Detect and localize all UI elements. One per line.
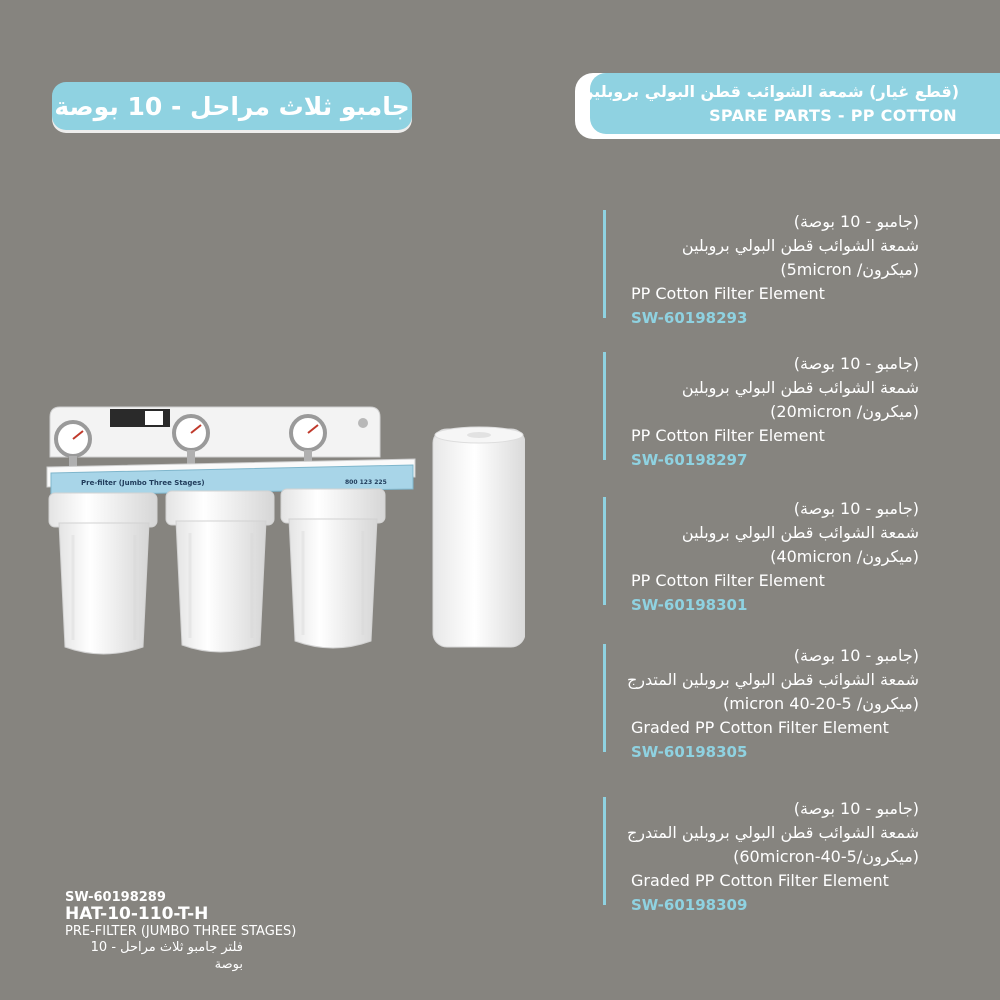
spec-code: SW-60198297	[631, 451, 748, 469]
spec-name-en: PP Cotton Filter Element	[631, 571, 825, 590]
product-description-en: PRE-FILTER (JUMBO THREE STAGES)	[65, 924, 297, 939]
title-badge-text: جامبو ثلاث مراحل - 10 بوصة	[54, 91, 410, 121]
spec-item-5-micron	[603, 210, 983, 327]
title-badge	[52, 82, 412, 130]
product-code: SW-60198289	[65, 890, 166, 905]
wall-bracket	[50, 407, 380, 457]
spec-divider	[603, 352, 606, 460]
spare-parts-header	[575, 73, 1000, 139]
spec-code: SW-60198309	[631, 896, 748, 914]
product-illustration	[45, 395, 525, 680]
product-info	[65, 890, 345, 973]
spare-parts-title-en: SPARE PARTS - PP COTTON	[709, 106, 957, 125]
product-description-ar: فلتر جامبو ثلاث مراحل - 10 بوصة	[90, 940, 243, 972]
spec-micron: (ميكرون/ 20micron)	[770, 402, 919, 421]
spec-size-ar: (جامبو - 10 بوصة)	[793, 499, 919, 518]
spec-divider	[603, 497, 606, 605]
product-label-phone: 800 123 225	[345, 479, 387, 486]
spare-parts-title-ar: (قطع غيار) شمعة الشوائب قطن البولي بروبلين	[579, 82, 959, 101]
spec-micron: (ميكرون/5-40-60micron)	[733, 847, 919, 866]
spec-size-ar: (جامبو - 10 بوصة)	[793, 799, 919, 818]
spec-size-ar: (جامبو - 10 بوصة)	[793, 354, 919, 373]
spec-micron: (ميكرون/ 40micron)	[770, 547, 919, 566]
spec-name-ar: شمعة الشوائب قطن البولي بروبلين	[681, 236, 919, 255]
spec-item-graded-5-40-60	[603, 797, 983, 914]
spec-size-ar: (جامبو - 10 بوصة)	[793, 212, 919, 231]
product-model: HAT-10-110-T-H	[65, 904, 209, 924]
spec-name-en: Graded PP Cotton Filter Element	[631, 871, 889, 890]
spec-code: SW-60198305	[631, 743, 748, 761]
spec-divider	[603, 797, 606, 905]
spec-item-20-micron	[603, 352, 983, 469]
spec-code: SW-60198293	[631, 309, 748, 327]
filter-housing	[166, 491, 274, 652]
spec-name-en: PP Cotton Filter Element	[631, 426, 825, 445]
spec-divider	[603, 210, 606, 318]
spec-name-ar: شمعة الشوائب قطن البولي بروبلين	[681, 378, 919, 397]
spec-name-en: Graded PP Cotton Filter Element	[631, 718, 889, 737]
filter-housing	[49, 493, 157, 654]
spec-size-ar: (جامبو - 10 بوصة)	[793, 646, 919, 665]
spec-divider	[603, 644, 606, 752]
spec-name-ar: شمعة الشوائب قطن البولي بروبلين المتدرج	[626, 670, 919, 689]
spec-micron: (ميكرون/ 5-20-40 micron)	[722, 694, 919, 713]
spec-name-ar: شمعة الشوائب قطن البولي بروبلين	[681, 523, 919, 542]
product-label-title: Pre-filter (Jumbo Three Stages)	[81, 479, 205, 487]
spec-micron: (ميكرون/ 5micron)	[780, 260, 919, 279]
spec-name-en: PP Cotton Filter Element	[631, 284, 825, 303]
spec-item-graded-5-20-40	[603, 644, 983, 761]
spec-item-40-micron	[603, 497, 983, 614]
spec-name-ar: شمعة الشوائب قطن البولي بروبلين المتدرج	[626, 823, 919, 842]
filter-housing	[281, 489, 385, 648]
spec-code: SW-60198301	[631, 596, 748, 614]
pressure-gauge-icon	[56, 422, 90, 470]
pp-cotton-cartridge	[433, 427, 525, 647]
